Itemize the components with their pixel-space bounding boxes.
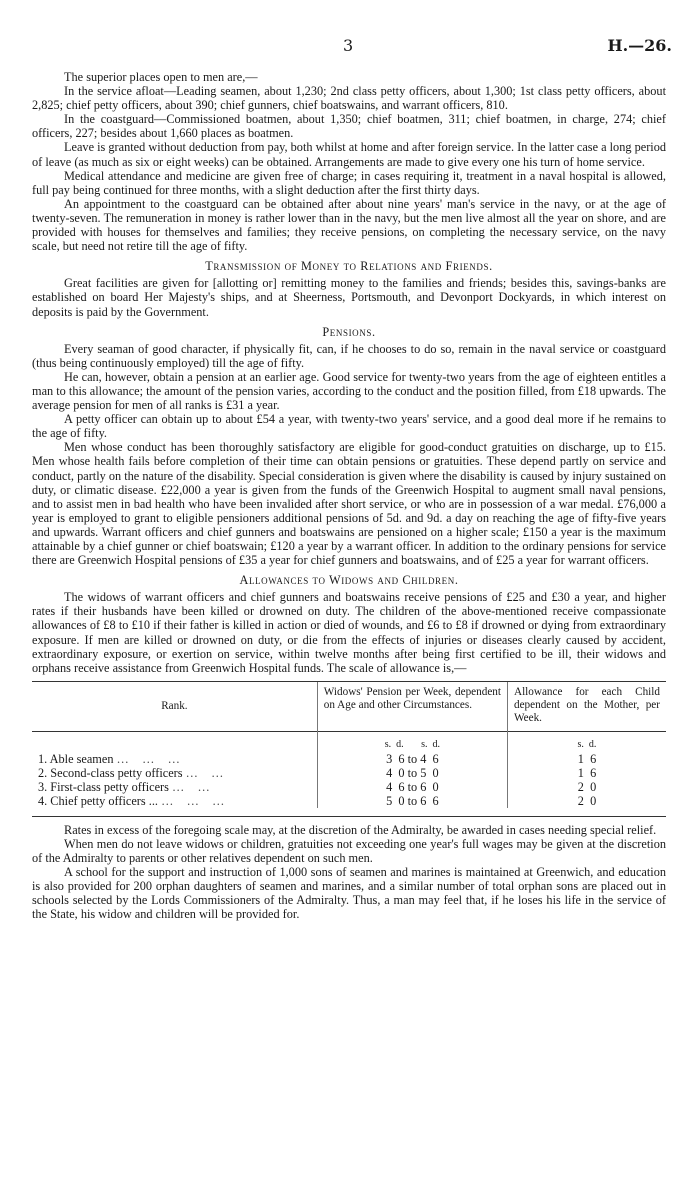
rank-cell: 4. Chief petty officers ... <box>38 793 158 808</box>
paragraph: Rates in excess of the foregoing scale may, at the discretion of the Admiralty, be awarded in cases needing special relief. <box>64 822 657 837</box>
section-heading: Allowances to Widows and Children. <box>239 573 459 588</box>
widow-cell: 5 0 to 6 6 <box>317 794 507 808</box>
paragraph: The superior places open to men are,— <box>64 70 258 84</box>
table-row <box>32 766 666 780</box>
allowance-table <box>32 681 666 817</box>
widow-units: s. d. s. d. <box>317 732 507 752</box>
column-header-child-allowance: Allowance for each Child dependent on the Mother, per Week. <box>507 682 666 732</box>
table-row <box>32 752 666 766</box>
leader-dots: … … <box>172 779 211 794</box>
leader-dots: … … <box>185 765 225 780</box>
leader-dots: … … … <box>161 793 226 808</box>
paragraph: In the service afloat—Leading seamen, about 1,230; 2nd class petty officers, about 1,300; 1st class petty officers, about 2,825; chief petty officers, about 390; chief gunners, chief boatswains, and warrant officers, 810. <box>32 84 666 113</box>
paragraph: In the coastguard—Commissioned boatmen, about 1,350; chief boatmen, 311; chief boatmen, in charge, 274; chief officers, 227; besides about 1,660 places as boatmen. <box>32 112 666 141</box>
paragraph: A school for the support and instruction of 1,000 sons of seamen and marines is maintained at Greenwich, and education is also provided for 200 orphan daughters of seamen and marines, and a similar number of total orphan sons are placed out in schools selected by the Lords Commissioners of the Admiralty. Thus, a man may feel that, if he loses his life in the service of the State, his widow and children will be provided for. <box>32 865 666 922</box>
document-reference: H.—26. <box>607 36 672 55</box>
widow-cell: 3 6 to 4 6 <box>317 752 507 766</box>
paragraph: Great facilities are given for [allotting or] remitting money to the families and friends; besides this, savings-banks are established on board Her Majesty's ships, and at Sheerness, Portsmouth, and Devonport Dockyards, in which interest on deposits is paid by the Government. <box>32 276 666 319</box>
widow-cell: 4 0 to 5 0 <box>317 766 507 780</box>
paragraph: Every seaman of good character, if physically fit, can, if he chooses to do so, remain in the naval service or coastguard (thus being continuously employed) till the age of fifty. <box>32 341 666 370</box>
paragraph: The widows of warrant officers and chief gunners and boatswains receive pensions of £25 and £30 a year, and higher rates if their husbands have been killed or drowned on duty. The children of the above-mentioned receive compassionate allowances of £8 to £10 if their father is killed in action or died of wounds, and £6 to £8 if drowned or dying from extraordinary exposure. If men are killed or drowned on duty, or die from the effects of injuries or diseases clearly caused by accident, extraordinary exposure, or exertion on service, within twelve months after being first certified to be ill, their widows and orphans receive assistance from Greenwich Hospital funds. The scale of allowance is,— <box>32 590 666 675</box>
paragraph: Medical attendance and medicine are given free of charge; in cases requiring it, treatment in a naval hospital is allowed, full pay being continued for three months, with a slight deduction after the first thirty days. <box>32 168 666 197</box>
leader-dots: … … … <box>116 751 181 766</box>
paragraph: Men whose conduct has been thoroughly satisfactory are eligible for good-conduct gratuities on discharge, up to £15. Men whose health fails before completion of their time can obtain pensions or gratuities. These depend partly on service and conduct, partly on the nature of the disability. Special consideration is given where the disability is caused by injury sustained on duty, or climatic disease. £22,000 a year is given from the funds of the Greenwich Hospital to augment small naval pensions, and to assist men in bad health who have been invalided after short service, or who are in possession of a war medal. £76,000 a year is employed to grant to eligible pensioners additional pensions of 5d. and 9d. a day on reaching the age of fifty-five years and upwards. Warrant officers and chief gunners and boatswains are pensioned on a higher scale; £150 a year is the maximum attainable by a chief gunner or chief boatswain; £120 a year by a warrant officer. In addition to the ordinary pensions for service there are Greenwich Hospital pensions of £35 a year for chief gunners and boatswains, and of £25 a year for warrant officers. <box>32 440 666 568</box>
page-number: 3 <box>343 36 354 55</box>
table-row <box>32 794 666 808</box>
column-header-rank: Rank. <box>161 699 188 712</box>
child-cell: 2 0 <box>507 780 666 794</box>
rank-cell: 2. Second-class petty officers <box>38 765 183 780</box>
child-units: s. d. <box>507 732 666 752</box>
paragraph: A petty officer can obtain up to about £54 a year, with twenty-two years' service, and a good deal more if he remains to the age of fifty. <box>32 412 666 441</box>
paragraph: An appointment to the coastguard can be obtained after about nine years' man's service in the navy, or at the age of twenty-seven. The remuneration in money is rather lower than in the navy, but the men live almost all the year on shore, and are provided with houses for themselves and families; they receive pensions, on completing the necessary service, on the navy scale, but need not retire till the age of fifty. <box>32 196 666 254</box>
document-body <box>32 70 666 922</box>
rank-cell: 3. First-class petty officers <box>38 779 169 794</box>
child-cell: 2 0 <box>507 794 666 808</box>
rank-cell: 1. Able seamen <box>38 751 114 766</box>
column-header-widow-pension: Widows' Pension per Week, dependent on Age and other Circumstances. <box>317 682 507 732</box>
child-cell: 1 6 <box>507 766 666 780</box>
table-row <box>32 780 666 794</box>
section-heading: Transmission of Money to Relations and Friends. <box>205 259 493 274</box>
paragraph: Leave is granted without deduction from pay, both whilst at home and after foreign service. In the latter case a long period of leave (as much as six or eight weeks) can be obtained. Arrangements are made to give every one his turn of home service. <box>32 140 666 169</box>
section-heading: Pensions. <box>322 324 376 339</box>
child-cell: 1 6 <box>507 752 666 766</box>
paragraph: He can, however, obtain a pension at an earlier age. Good service for twenty-two years from the age of eighteen entitles a man to this allowance; the amount of the pension varies, according to the conduct and the position filled, from £18 upwards. The average pension for men of all ranks is £31 a year. <box>32 369 666 413</box>
widow-cell: 4 6 to 6 0 <box>317 780 507 794</box>
paragraph: When men do not leave widows or children, gratuities not exceeding one year's full wages may be given at the discretion of the Admiralty to parents or other relatives dependent on such men. <box>32 836 666 866</box>
